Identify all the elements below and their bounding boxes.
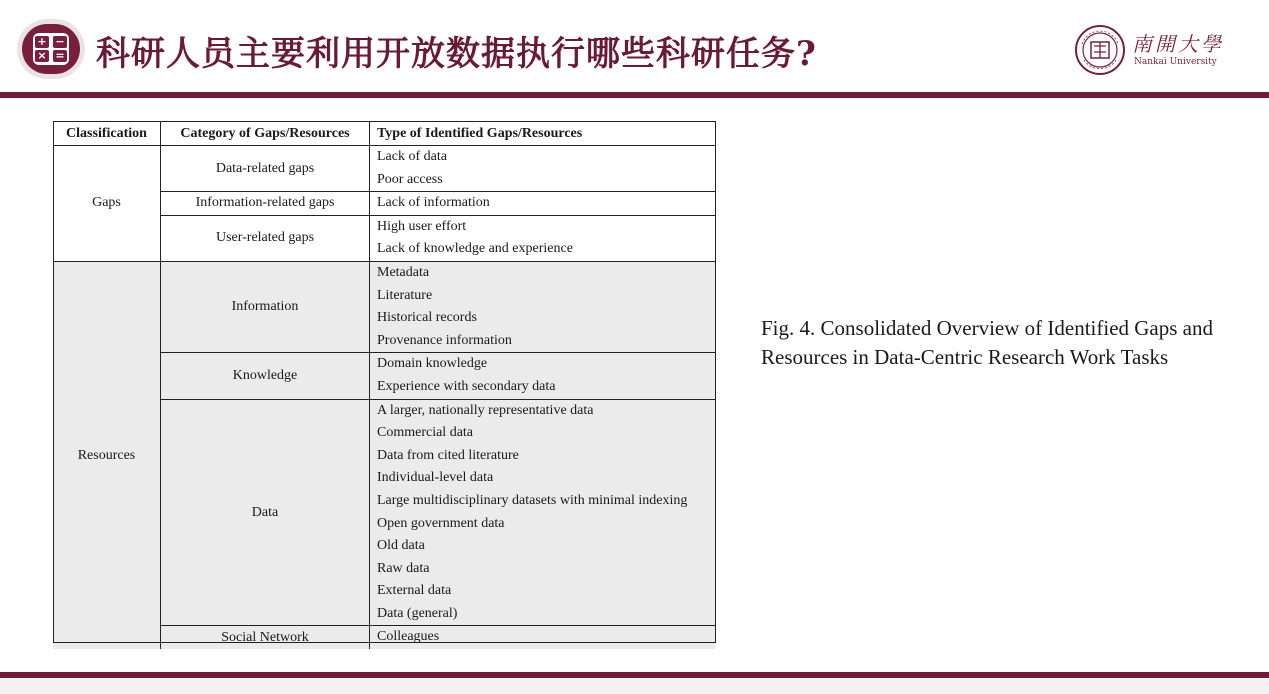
calculator-grid: [33, 33, 69, 65]
table-row: [53, 146, 715, 192]
list-item: Data (general): [377, 605, 458, 621]
category-cell: Social Network: [161, 626, 370, 649]
footer-band: [0, 678, 1269, 694]
list-item: Raw data: [377, 560, 430, 576]
times-symbol: ×: [35, 50, 49, 62]
list-item: Individual-level data: [377, 470, 494, 486]
classification-cell: Resources: [53, 261, 161, 649]
list-item: Lack of data: [377, 149, 447, 164]
list-item: A larger, nationally representative data: [377, 402, 594, 418]
list-item: Lack of information: [377, 195, 490, 211]
gaps-resources-table: [53, 122, 715, 649]
category-cell: Knowledge: [161, 353, 370, 399]
category-cell: Data-related gaps: [161, 146, 370, 192]
minus-symbol: −: [53, 36, 67, 48]
plus-symbol: +: [35, 36, 49, 48]
equals-symbol: =: [53, 50, 67, 62]
logo-english-name: Nankai University: [1134, 57, 1217, 67]
category-cell: Information-related gaps: [161, 192, 370, 216]
list-item: Historical records: [377, 310, 477, 326]
type-cell: [370, 626, 716, 649]
list-item: Literature: [377, 287, 433, 303]
list-item: Large multidisciplinary datasets with minimal indexing: [377, 492, 688, 508]
category-cell: Information: [161, 261, 370, 352]
classification-cell: Gaps: [53, 146, 161, 262]
header-type: Type of Identified Gaps/Resources: [370, 122, 716, 146]
slide-title: 科研人员主要利用开放数据执行哪些科研任务?: [96, 34, 817, 74]
type-cell: [370, 192, 716, 216]
list-item: Poor access: [377, 171, 443, 187]
slide-header: [0, 0, 1269, 92]
list-item: Data from cited literature: [377, 447, 519, 463]
header-divider: [0, 92, 1269, 98]
list-item: Open government data: [377, 515, 505, 531]
table-row: [53, 261, 715, 352]
type-cell: [370, 215, 716, 261]
list-item: Commercial data: [377, 425, 474, 441]
list-item: Domain knowledge: [377, 356, 488, 372]
type-cell: [370, 353, 716, 399]
university-logo: [1074, 24, 1234, 78]
type-cell: [370, 146, 716, 192]
list-item: High user effort: [377, 218, 467, 234]
calculator-icon: [22, 24, 80, 74]
list-item: Provenance information: [377, 332, 512, 348]
type-cell: [370, 399, 716, 626]
list-item: Experience with secondary data: [377, 378, 556, 394]
list-item: Old data: [377, 538, 425, 554]
table-header-row: [53, 122, 715, 146]
category-cell: User-related gaps: [161, 215, 370, 261]
header-category: Category of Gaps/Resources: [161, 122, 370, 146]
logo-chinese-name: 南開大學: [1132, 32, 1224, 56]
header-classification: Classification: [53, 122, 161, 146]
figure-caption: Fig. 4. Consolidated Overview of Identified Gaps and Resources in Data-Centric Research Work Tasks: [761, 316, 1213, 369]
type-cell: [370, 261, 716, 352]
list-item: Metadata: [377, 264, 430, 280]
list-item: External data: [377, 583, 452, 599]
list-item: Colleagues: [377, 629, 440, 645]
university-seal-icon: [1074, 24, 1126, 76]
list-item: Lack of knowledge and experience: [377, 241, 573, 257]
category-cell: Data: [161, 399, 370, 626]
